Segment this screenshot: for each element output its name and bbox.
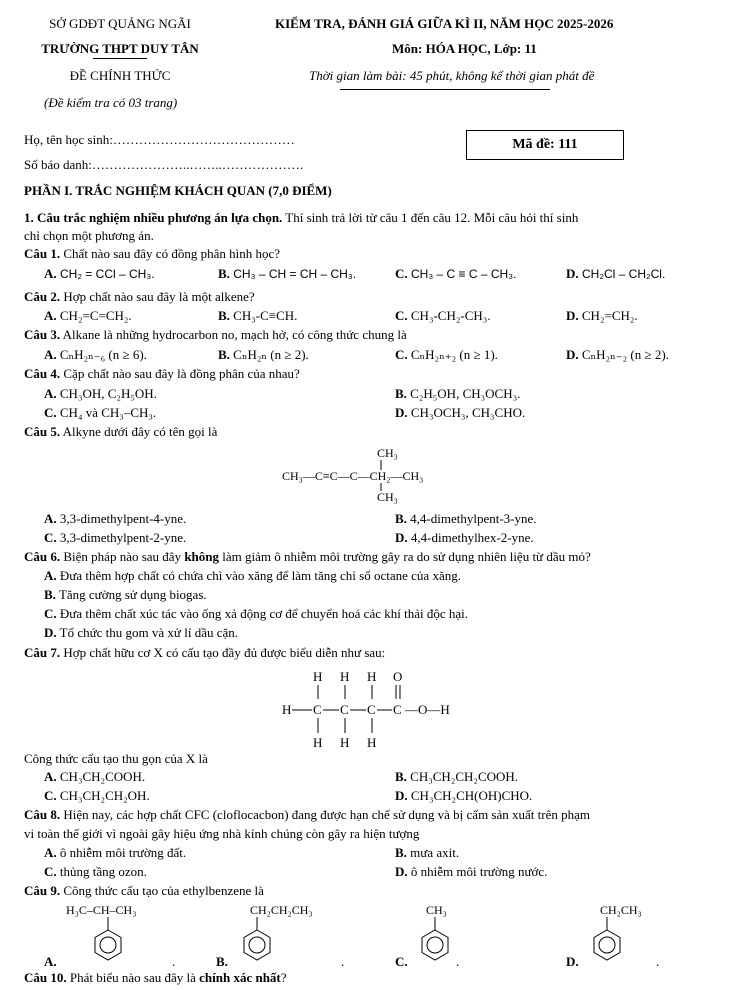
question-text: làm giảm ô nhiễm môi trường gây ra do sử dụng nhiên liệu từ dầu mỏ?	[219, 549, 591, 564]
time-underline	[340, 89, 550, 90]
q9-option-a-dot: .	[172, 954, 176, 969]
q8-option-c	[44, 865, 147, 880]
option-letter: C.	[44, 405, 57, 420]
option-letter: D.	[395, 530, 408, 545]
option-text: CH₃CH₂CH₂COOH.	[410, 769, 519, 784]
student-id-field: Số báo danh:…………………..……..……………….	[24, 157, 304, 172]
substituent-label: CH₃	[426, 903, 447, 917]
question-text: ?	[280, 970, 287, 985]
q2-option-a	[44, 309, 132, 324]
question-4	[24, 367, 300, 382]
student-name-field: Họ, tên học sinh:……………………………………	[24, 132, 295, 147]
benzene-ring-icon	[244, 930, 270, 960]
option-letter: A.	[44, 308, 57, 323]
question-8-line2: vi toàn thế giới vì ngoài gây hiệu ứng nhà kính chúng còn gây ra hiện tượng	[24, 826, 420, 841]
option-letter: D.	[566, 347, 579, 362]
option-letter: B.	[44, 587, 56, 602]
q3-option-a	[44, 348, 147, 363]
alkyne-structure	[282, 443, 482, 505]
option-letter: D.	[395, 864, 408, 879]
section-intro-text: Thí sinh trả lời từ câu 1 đến câu 12. Mỗi câu hỏi thí sinh	[282, 210, 579, 225]
section-intro-bold: 1. Câu trắc nghiệm nhiều phương án lựa chọn.	[24, 210, 283, 225]
official-label: ĐỀ CHÍNH THỨC	[69, 68, 171, 83]
aromatic-circle	[249, 937, 265, 953]
pages-note: (Đề kiểm tra có 03 trang)	[44, 95, 178, 110]
option-text: CH₂=C=CH₂.	[59, 308, 132, 323]
q6-option-d	[44, 626, 238, 641]
question-number: Câu 8.	[24, 807, 61, 822]
option-text: 4,4-dimethylpent-3-yne.	[410, 511, 537, 526]
option-letter: A.	[44, 266, 57, 281]
question-emphasis: chính xác nhất	[199, 970, 281, 985]
subject-line: Môn: HÓA HỌC, Lớp: 11	[392, 41, 537, 56]
option-text: 4,4-dimethylhex-2-yne.	[410, 530, 534, 545]
option-text: thủng tầng ozon.	[59, 864, 147, 879]
option-letter: B.	[218, 347, 230, 362]
q9-option-b-dot: .	[341, 954, 345, 969]
q9-option-d-structure	[586, 900, 676, 972]
q7-option-d	[395, 789, 532, 804]
benzene-ring-icon	[594, 930, 620, 960]
option-text: ô nhiễm môi trường nước.	[410, 864, 548, 879]
option-text: C₂H₅OH, CH₃OCH₃.	[410, 386, 521, 401]
option-letter: A.	[44, 568, 57, 583]
question-text: Alkyne dưới đây có tên gọi là	[60, 424, 218, 439]
option-text: 3,3-dimethylpent-4-yne.	[59, 511, 187, 526]
option-text: CₙH₂ₙ₋₆ (n ≥ 6).	[59, 347, 147, 362]
option-letter: D.	[395, 788, 408, 803]
alkyne-top-methyl: CH₃	[377, 446, 398, 460]
option-letter: C.	[44, 788, 57, 803]
substituent-label: CH₂CH₃	[600, 903, 642, 917]
option-letter: B.	[218, 308, 230, 323]
q3-option-c	[395, 348, 498, 363]
option-letter: A.	[44, 386, 57, 401]
option-letter: D.	[395, 405, 408, 420]
option-text: CH₃CH₂CH₂OH.	[59, 788, 150, 803]
option-text: Tăng cường sử dụng biogas.	[58, 587, 207, 602]
atom-c: C	[367, 702, 376, 717]
butanoic-acid-structure	[278, 666, 478, 752]
option-text: mưa axit.	[410, 845, 460, 860]
option-text: CH₂Cl – CH₂Cl.	[581, 267, 666, 281]
question-emphasis: không	[184, 549, 220, 564]
option-letter: D.	[566, 266, 579, 281]
q4-option-d	[395, 406, 525, 421]
option-letter: A.	[44, 769, 57, 784]
q1-option-d	[566, 267, 665, 282]
atom-c: C	[393, 702, 402, 717]
question-6	[24, 550, 591, 565]
question-text: Alkane là những hydrocarbon no, mạch hở, có công thức chung là	[60, 327, 407, 342]
substituent-label: H₃C–CH–CH₃	[66, 903, 137, 917]
q9-option-a-structure	[60, 900, 170, 972]
q8-option-d	[395, 865, 547, 880]
q1-option-c	[395, 267, 516, 282]
q7-option-c	[44, 789, 150, 804]
option-letter: C.	[395, 347, 408, 362]
option-text: CH₃-CH₂-CH₃.	[410, 308, 491, 323]
question-number: Câu 7.	[24, 645, 61, 660]
question-number: Câu 3.	[24, 327, 61, 342]
option-letter: C.	[44, 606, 57, 621]
q9-option-d-letter: D.	[566, 954, 579, 969]
option-letter: C.	[395, 308, 408, 323]
substituent-label: CH₂CH₂CH₃	[250, 903, 313, 917]
option-letter: A.	[44, 845, 57, 860]
question-5	[24, 425, 217, 440]
option-letter: B.	[395, 511, 407, 526]
atom-h: H	[340, 669, 350, 684]
option-text: CH₃ – CH = CH – CH₃.	[233, 267, 357, 281]
q9-option-b-structure	[236, 900, 346, 972]
atom-h: H	[282, 702, 292, 717]
option-letter: B.	[395, 769, 407, 784]
question-text: Hợp chất nào sau đây là một alkene?	[60, 289, 255, 304]
question-number: Câu 4.	[24, 366, 61, 381]
option-text: CH₂=CH₂.	[581, 308, 638, 323]
part1-title: PHẦN I. TRẮC NGHIỆM KHÁCH QUAN (7,0 ĐIỂM)	[24, 183, 332, 198]
question-8	[24, 808, 590, 823]
q9-option-c-letter: C.	[395, 954, 408, 969]
question-text: Cặp chất nào sau đây là đồng phân của nhau?	[60, 366, 300, 381]
q4-option-c	[44, 406, 156, 421]
section-intro	[24, 211, 578, 226]
aromatic-circle	[599, 937, 615, 953]
q6-option-a	[44, 569, 461, 584]
aromatic-circle	[100, 937, 116, 953]
q3-option-d	[566, 348, 669, 363]
q1-option-a	[44, 267, 155, 282]
atom-h: H	[340, 735, 350, 750]
atom-h: H	[367, 669, 377, 684]
department-name: SỞ GDĐT QUẢNG NGÃI	[49, 16, 191, 31]
option-letter: C.	[395, 266, 408, 281]
option-text: CH₃OCH₃, CH₃CHO.	[410, 405, 526, 420]
option-letter: B.	[395, 386, 407, 401]
option-text: Tổ chức thu gom và xử lí dầu cặn.	[59, 625, 239, 640]
question-7	[24, 646, 385, 661]
q9-option-c-dot: .	[456, 954, 460, 969]
q9-option-d-dot: .	[656, 954, 660, 969]
q8-option-a	[44, 846, 186, 861]
q7-followup: Công thức cấu tạo thu gọn của X là	[24, 751, 208, 766]
q5-option-a	[44, 512, 186, 527]
option-letter: D.	[566, 308, 579, 323]
alkyne-bottom-methyl: CH₃	[377, 490, 398, 504]
question-text: Hợp chất hữu cơ X có cấu tạo đầy đủ được biểu diễn như sau:	[60, 645, 386, 660]
q6-option-b	[44, 588, 207, 603]
question-number: Câu 1.	[24, 246, 61, 261]
option-letter: A.	[44, 511, 57, 526]
option-text: CₙH₂ₙ (n ≥ 2).	[233, 347, 309, 362]
question-10	[24, 971, 287, 986]
option-letter: D.	[44, 625, 57, 640]
option-text: CₙH₂ₙ₋₂ (n ≥ 2).	[581, 347, 669, 362]
benzene-ring-icon	[422, 930, 448, 960]
question-number: Câu 5.	[24, 424, 61, 439]
option-letter: A.	[44, 347, 57, 362]
q5-option-b	[395, 512, 537, 527]
alkyne-main-chain: CH₃—C≡C—C—CH₂—CH₃	[282, 469, 424, 483]
option-text: CH₃-C≡CH.	[233, 308, 298, 323]
q1-option-b	[218, 267, 356, 282]
benzene-ring-icon	[95, 930, 121, 960]
option-text: CH₃ – C ≡ C – CH₃.	[410, 267, 517, 281]
atom-h: H	[367, 735, 377, 750]
question-number: Câu 2.	[24, 289, 61, 304]
q3-option-b	[218, 348, 309, 363]
question-text: Chất nào sau đây có đồng phân hình học?	[60, 246, 280, 261]
option-letter: C.	[44, 530, 57, 545]
option-text: ô nhiễm môi trường đất.	[59, 845, 187, 860]
atom-h: H	[313, 669, 323, 684]
section-intro-line2: chỉ chọn một phương án.	[24, 228, 154, 243]
q7-option-b	[395, 770, 518, 785]
atom-c: C	[313, 702, 322, 717]
atom-o: O	[393, 669, 403, 684]
question-number: Câu 10.	[24, 970, 67, 985]
atom-c: C	[340, 702, 349, 717]
q2-option-b	[218, 309, 297, 324]
q6-option-c	[44, 607, 468, 622]
option-text: Đưa thêm hợp chất có chứa chì vào xăng để làm tăng chỉ số octane của xăng.	[59, 568, 461, 583]
exam-title: KIỂM TRA, ĐÁNH GIÁ GIỮA KÌ II, NĂM HỌC 2025-2026	[275, 16, 614, 31]
q5-option-d	[395, 531, 534, 546]
q9-option-b-letter: B.	[216, 954, 228, 969]
question-text: Công thức cấu tạo của ethylbenzene là	[60, 883, 264, 898]
option-text: 3,3-dimethylpent-2-yne.	[59, 530, 187, 545]
question-2	[24, 290, 255, 305]
question-text: Hiện nay, các hợp chất CFC (cloflocacbon) đang được hạn chế sử dụng và bị cấm sản xuất trên phạm	[60, 807, 590, 822]
q7-option-a	[44, 770, 145, 785]
question-text: Biện pháp nào sau đây	[60, 549, 185, 564]
time-line: Thời gian làm bài: 45 phút, không kể thời gian phát đề	[309, 68, 595, 83]
option-text: CH₂ = CCl – CH₃.	[59, 267, 155, 281]
q2-option-c	[395, 309, 491, 324]
option-text: CₙH₂ₙ₊₂ (n ≥ 1).	[410, 347, 498, 362]
option-text: Đưa thêm chất xúc tác vào ống xả động cơ để chuyển hoá các khí thải độc hại.	[59, 606, 468, 621]
option-letter: B.	[218, 266, 230, 281]
q2-option-d	[566, 309, 638, 324]
question-1	[24, 247, 280, 262]
hydroxyl-group: —O—H	[405, 702, 450, 717]
question-text: Phát biểu nào sau đây là	[66, 970, 200, 985]
aromatic-circle	[427, 937, 443, 953]
question-number: Câu 6.	[24, 549, 61, 564]
question-number: Câu 9.	[24, 883, 61, 898]
option-text: CH₃OH, C₂H₅OH.	[59, 386, 157, 401]
school-underline	[93, 58, 147, 59]
option-text: CH₄ và CH₃–CH₃.	[59, 405, 157, 420]
atom-h: H	[313, 735, 323, 750]
q4-option-b	[395, 387, 520, 402]
q8-option-b	[395, 846, 459, 861]
q9-option-a-letter: A.	[44, 954, 57, 969]
question-9	[24, 884, 264, 899]
option-letter: C.	[44, 864, 57, 879]
q4-option-a	[44, 387, 157, 402]
option-text: CH₃CH₂COOH.	[59, 769, 146, 784]
option-text: CH₃CH₂CH(OH)CHO.	[410, 788, 533, 803]
question-3	[24, 328, 407, 343]
school-name: TRƯỜNG THPT DUY TÂN	[41, 41, 199, 56]
q5-option-c	[44, 531, 186, 546]
exam-code-box: Mã đề: 111	[466, 130, 624, 160]
option-letter: B.	[395, 845, 407, 860]
